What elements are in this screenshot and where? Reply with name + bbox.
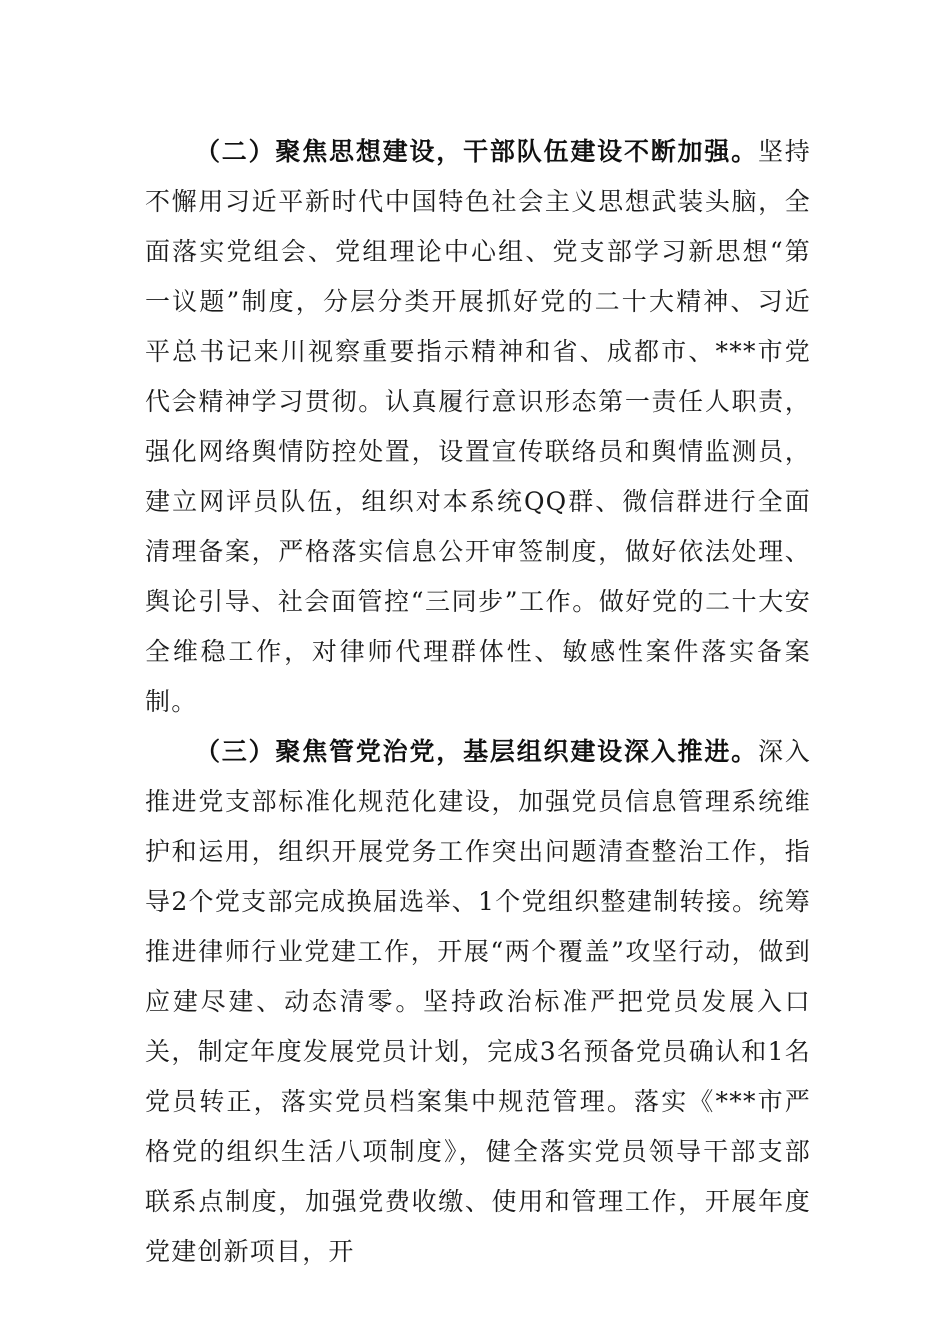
paragraph-text: 深入推进党支部标准化规范化建设，加强党员信息管理系统维护和运用，组织开展党务工作突出问题清查整治工作，指导2个党支部完成换届选举、1个党组织整建制转接。统筹推进律师行业党建工作，开展“两个覆盖”攻坚行动，做到应建尽建、动态清零。坚持政治标准严把党员发展入口关，制定年度发展党员计划，完成3名预备党员确认和1名党员转正，落实党员档案集中规范管理。落实《***市严格党的组织生活八项制度》，健全落实党员领导干部支部联系点制度，加强党费收缴、使用和管理工作，开展年度党建创新项目，开 [145, 737, 811, 1266]
paragraph-heading: （三）聚焦管党治党，基层组织建设深入推进。 [195, 737, 758, 766]
paragraph-text: 坚持不懈用习近平新时代中国特色社会主义思想武装头脑，全面落实党组会、党组理论中心组、党支部学习新思想“第一议题”制度，分层分类开展抓好党的二十大精神、习近平总书记来川视察重要指示精神和省、成都市、***市党代会精神学习贯彻。认真履行意识形态第一责任人职责，强化网络舆情防控处置，设置宣传联络员和舆情监测员，建立网评员队伍，组织对本系统QQ群、微信群进行全面清理备案，严格落实信息公开审签制度，做好依法处理、舆论引导、社会面管控“三同步”工作。做好党的二十大安全维稳工作，对律师代理群体性、敏感性案件落实备案制。 [145, 137, 811, 716]
paragraph-party-governance [145, 727, 811, 1277]
document-body [145, 127, 811, 1277]
paragraph-heading: （二）聚焦思想建设，干部队伍建设不断加强。 [195, 137, 758, 166]
paragraph-ideological-building [145, 127, 811, 727]
